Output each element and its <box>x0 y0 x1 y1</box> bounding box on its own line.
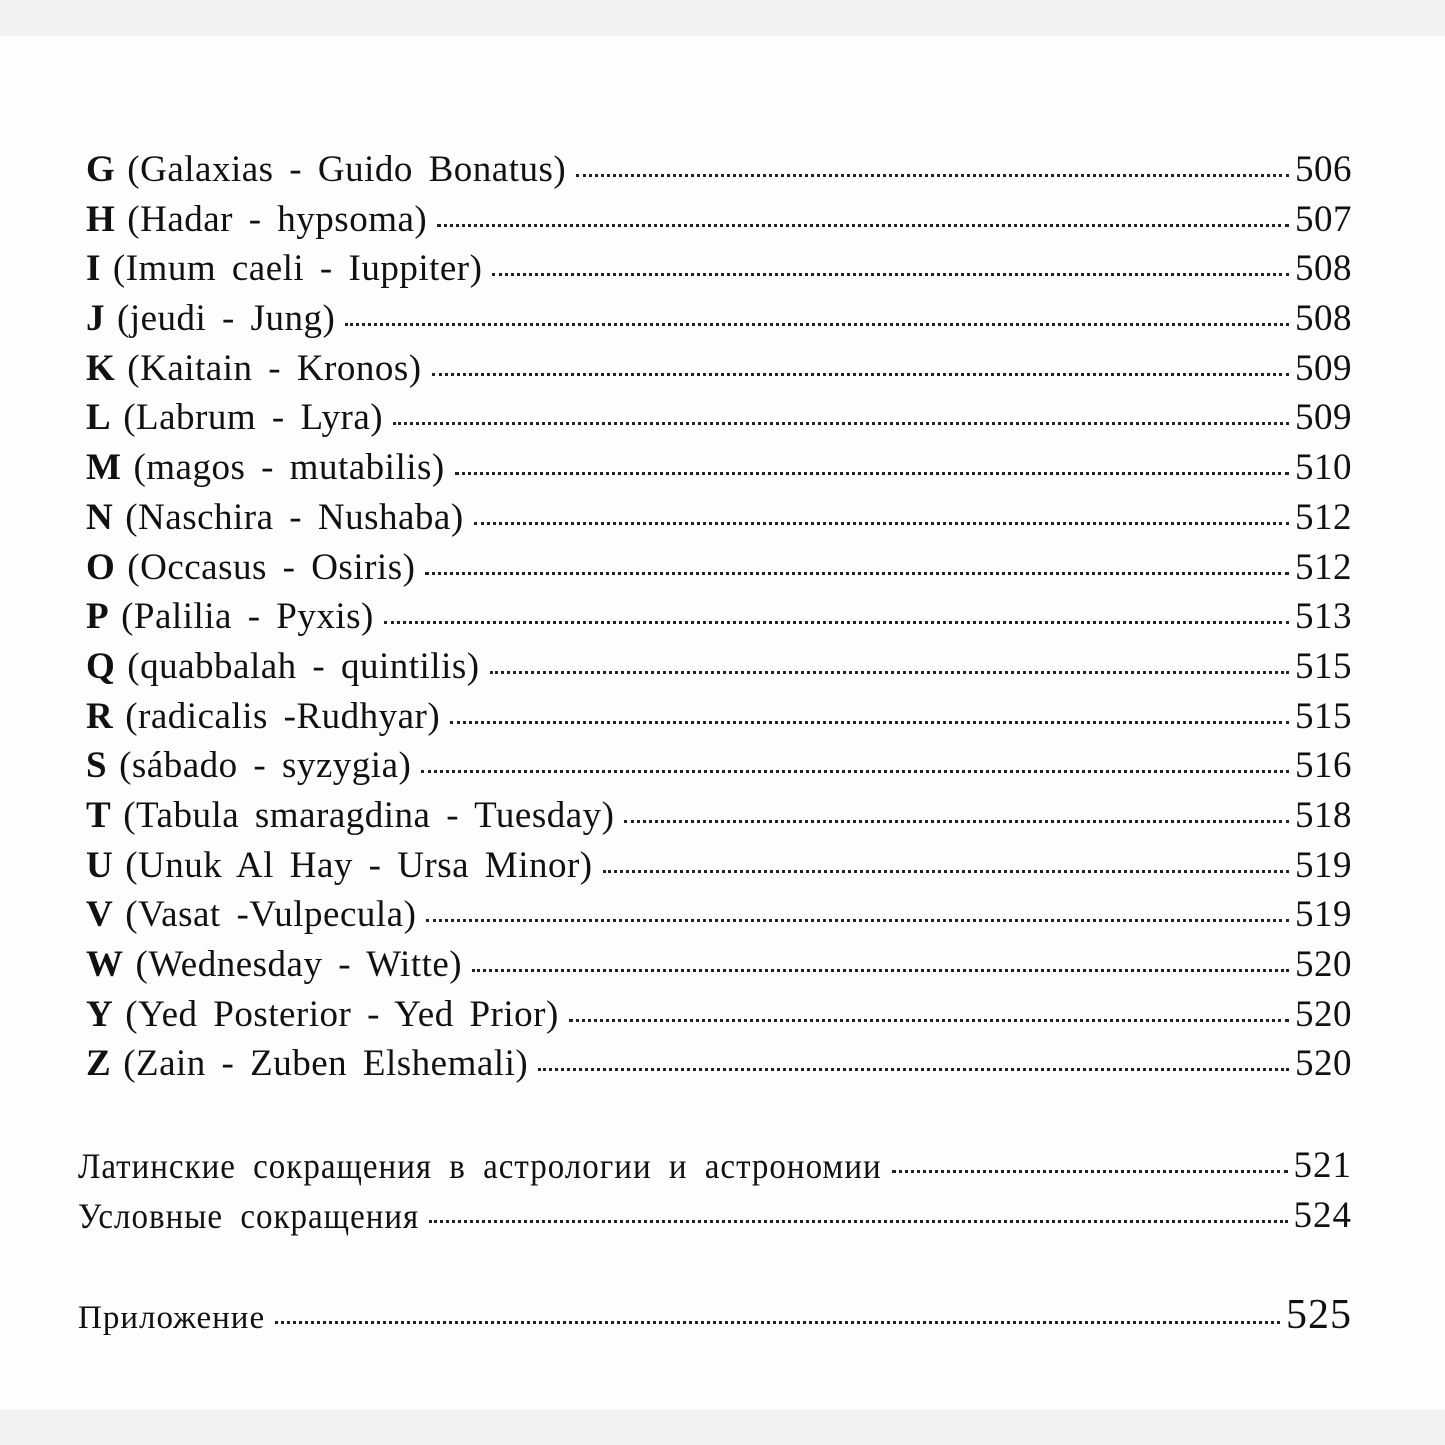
entry-title: (Imum caeli - Iuppiter) <box>112 248 483 290</box>
dot-leader <box>421 770 1289 773</box>
toc-entry-y[interactable] <box>86 993 1352 1043</box>
appendix-title: Приложение <box>78 1300 266 1336</box>
entry-page: 509 <box>1295 397 1352 439</box>
entry-page: 515 <box>1295 645 1352 687</box>
entry-letter: O <box>86 546 116 588</box>
entry-title: (Unuk Al Hay - Ursa Minor) <box>125 844 593 886</box>
entry-title: (magos - mutabilis) <box>133 447 445 489</box>
entry-page: 507 <box>1295 198 1352 240</box>
entry-title: (Wednesday - Witte) <box>135 944 463 985</box>
entry-page: 520 <box>1295 944 1352 985</box>
dot-leader <box>492 273 1289 276</box>
entry-letter: R <box>86 695 114 737</box>
entry-letter: W <box>86 944 124 985</box>
dot-leader <box>603 870 1289 873</box>
dot-leader <box>490 671 1289 674</box>
toc-entry-k[interactable] <box>86 347 1352 397</box>
toc-entry-i[interactable] <box>86 247 1352 297</box>
dot-leader <box>576 174 1289 177</box>
entry-title: (Kaitain - Kronos) <box>127 347 422 389</box>
entry-letter: U <box>86 844 114 886</box>
toc-entry-h[interactable] <box>86 198 1352 248</box>
entry-title: (Occasus - Osiris) <box>127 546 416 588</box>
entry-letter: K <box>86 347 116 389</box>
dot-leader <box>426 919 1289 922</box>
entry-title: (radicalis -Rudhyar) <box>125 695 441 737</box>
appendix-page: 525 <box>1286 1292 1352 1338</box>
entry-page: 510 <box>1295 447 1352 489</box>
entry-title: (Labrum - Lyra) <box>123 397 384 439</box>
entry-title: (Tabula smaragdina - Tuesday) <box>123 794 615 836</box>
entry-title: (Palilia - Pyxis) <box>121 596 374 638</box>
toc-entry-q[interactable] <box>86 645 1352 695</box>
entry-letter: V <box>86 894 114 936</box>
entry-title: (sábado - syzygia) <box>119 745 412 787</box>
entry-letter: G <box>86 149 116 190</box>
entry-letter: Y <box>86 993 114 1035</box>
entry-page: 516 <box>1295 745 1352 787</box>
entry-page: 508 <box>1295 298 1352 340</box>
toc-entry-p[interactable] <box>86 595 1352 645</box>
entry-letter: N <box>86 496 114 538</box>
toc-entry-w[interactable] <box>86 943 1352 993</box>
entry-title: (Hadar - hypsoma) <box>127 198 428 240</box>
entry-letter: J <box>86 298 105 340</box>
entry-page: 515 <box>1295 695 1352 737</box>
dot-leader <box>892 1170 1288 1173</box>
dot-leader <box>432 373 1289 376</box>
entry-page: 512 <box>1295 496 1352 538</box>
entry-page: 518 <box>1295 794 1352 836</box>
toc-entry-j[interactable] <box>86 297 1352 347</box>
dot-leader <box>384 621 1289 624</box>
entry-title: (Vasat -Vulpecula) <box>125 894 417 936</box>
dot-leader <box>345 323 1289 326</box>
entry-page: 519 <box>1295 844 1352 886</box>
dot-leader <box>450 721 1289 724</box>
entry-page: 519 <box>1295 894 1352 936</box>
entry-letter: I <box>86 248 101 290</box>
dot-leader <box>624 820 1289 823</box>
section-title: Условные сокращения <box>78 1197 420 1237</box>
entry-title: (Naschira - Nushaba) <box>125 496 464 538</box>
toc-section[interactable] <box>78 1194 1352 1244</box>
toc-entry-v[interactable] <box>86 893 1352 943</box>
entry-title: (quabbalah - quintilis) <box>127 645 480 687</box>
dot-leader <box>455 472 1289 475</box>
dot-leader <box>393 422 1289 425</box>
entry-page: 509 <box>1295 347 1352 389</box>
dot-leader <box>425 572 1289 575</box>
toc-entry-l[interactable] <box>86 396 1352 446</box>
dot-leader <box>472 969 1289 972</box>
entry-page: 520 <box>1295 993 1352 1035</box>
toc-entry-s[interactable] <box>86 744 1352 794</box>
toc-section[interactable] <box>78 1144 1352 1194</box>
entry-letter: Z <box>86 1043 112 1085</box>
dot-leader <box>538 1068 1289 1071</box>
toc-entry-o[interactable] <box>86 546 1352 596</box>
dot-leader <box>275 1321 1280 1324</box>
entry-page: 513 <box>1295 596 1352 638</box>
entry-letter: M <box>86 447 122 489</box>
toc-appendix[interactable] <box>78 1291 1352 1339</box>
entry-page: 506 <box>1295 149 1352 190</box>
toc-entries <box>86 148 1352 1092</box>
toc-sections <box>78 1144 1352 1244</box>
entry-letter: Q <box>86 645 116 687</box>
book-page <box>0 36 1445 1410</box>
entry-letter: S <box>86 745 108 787</box>
entry-letter: L <box>86 397 112 439</box>
entry-page: 520 <box>1295 1043 1352 1085</box>
entry-letter: T <box>86 794 112 836</box>
section-title: Латинские сокращения в астрологии и астрономии <box>78 1147 882 1187</box>
entry-page: 508 <box>1295 248 1352 290</box>
entry-page: 512 <box>1295 546 1352 588</box>
entry-letter: P <box>86 596 110 638</box>
toc-entry-t[interactable] <box>86 794 1352 844</box>
dot-leader <box>429 1220 1287 1223</box>
entry-letter: H <box>86 198 116 240</box>
entry-title: (Yed Posterior - Yed Prior) <box>125 993 559 1035</box>
dot-leader <box>474 522 1289 525</box>
dot-leader <box>437 224 1289 227</box>
toc-entry-g[interactable] <box>86 148 1352 198</box>
entry-title: (Galaxias - Guido Bonatus) <box>127 149 567 190</box>
section-page: 524 <box>1293 1195 1352 1236</box>
entry-title: (Zain - Zuben Elshemali) <box>123 1043 529 1085</box>
section-page: 521 <box>1293 1145 1352 1186</box>
toc-entry-z[interactable] <box>86 1042 1352 1092</box>
toc-entry-r[interactable] <box>86 695 1352 745</box>
dot-leader <box>569 1019 1289 1022</box>
toc-entry-u[interactable] <box>86 844 1352 894</box>
entry-title: (jeudi - Jung) <box>117 298 336 340</box>
toc-entry-m[interactable] <box>86 446 1352 496</box>
toc-entry-n[interactable] <box>86 496 1352 546</box>
